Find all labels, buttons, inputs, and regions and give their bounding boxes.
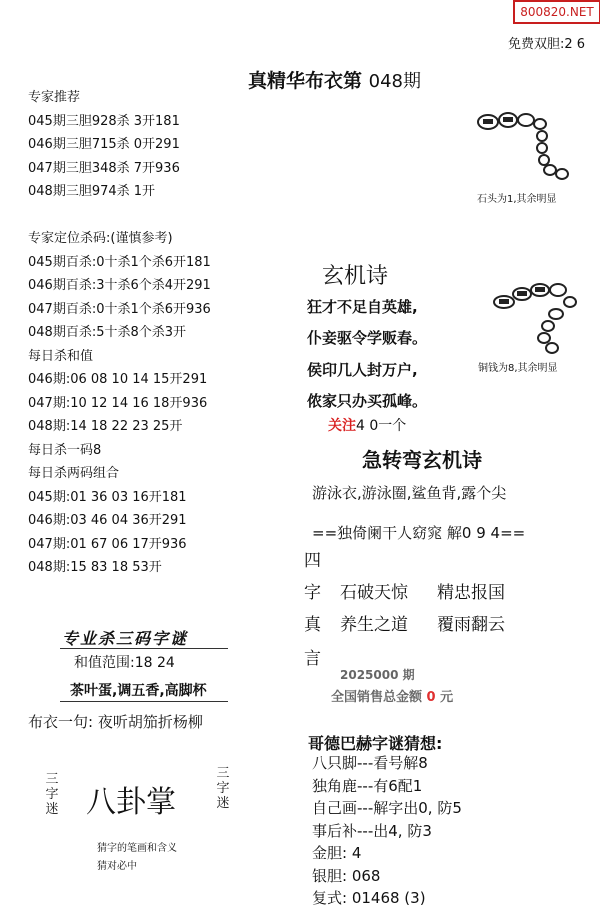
experts-row: 047期三胆348杀 7开936 xyxy=(28,160,180,176)
idiom: 石破天惊 xyxy=(340,583,408,603)
guess-row: 复式: 01468 (3) xyxy=(312,889,426,907)
position-kill-row: 048期百杀:5十杀8个杀3开 xyxy=(28,325,187,340)
experts-heading: 专家推荐 xyxy=(28,90,81,105)
daily-two-row: 045期:01 36 03 16开181 xyxy=(28,489,187,505)
idiom: 精忠报国 xyxy=(437,583,505,603)
experts-section xyxy=(28,86,180,204)
poem-line: 狂才不足自英雄, xyxy=(307,298,418,316)
stone-chain-icon xyxy=(470,100,580,190)
guess-row: 银胆: 068 xyxy=(312,866,381,885)
sales-amount: 0 xyxy=(426,690,436,705)
four-char-label: 真 xyxy=(304,615,321,635)
poem-line: 侯印几人封万户, xyxy=(307,361,418,379)
swim-line: 游泳衣,游泳圈,鲨鱼背,露个尖 xyxy=(312,484,507,502)
position-kill-heading: 专家定位杀码:(谨慎参考) xyxy=(28,231,173,246)
guess-title: 哥德巴赫字谜猜想: xyxy=(308,734,443,753)
sales-total xyxy=(331,686,453,705)
position-kill-row: 047期百杀:0十杀1个杀6开936 xyxy=(28,301,211,317)
four-char-label: 言 xyxy=(304,649,321,669)
four-char-label: 四 xyxy=(304,551,321,571)
tea-line: 茶叶蛋,调五香,高脚杯 xyxy=(70,683,207,699)
coin-chain-icon xyxy=(490,276,590,358)
daily-two-heading: 每日杀两码组合 xyxy=(28,466,120,481)
free-double-label: 免费双胆:2 6 xyxy=(508,37,586,52)
title-main: 真精华布衣第 xyxy=(248,70,363,92)
experts-row: 048期三胆974杀 1开 xyxy=(28,184,156,199)
daily-sum-heading: 每日杀和值 xyxy=(28,348,94,364)
daily-two-row: 048期:15 83 18 53开 xyxy=(28,560,162,575)
site-badge[interactable]: 800820.NET xyxy=(513,0,600,24)
poem-line: 仆妾驱令学贩春。 xyxy=(307,329,428,347)
experts-row: 045期三胆928杀 3开181 xyxy=(28,113,180,129)
bagua-text: 八卦掌 xyxy=(86,785,176,820)
sales-text: 全国销售总金额 xyxy=(331,690,423,705)
guess-list xyxy=(312,752,462,910)
guess-row: 事后补---出4, 防3 xyxy=(312,821,432,840)
poem-title: 玄机诗 xyxy=(322,264,389,289)
page-title xyxy=(248,66,421,93)
position-kill-section xyxy=(28,227,211,580)
four-char-label: 字 xyxy=(304,583,321,603)
left-vertical-label: 三字迷 xyxy=(45,772,59,817)
right-vertical-label: 三字迷 xyxy=(216,766,230,811)
urgent-title: 急转弯玄机诗 xyxy=(362,448,482,472)
follow-label xyxy=(328,415,406,435)
riddle-line: ==独倚阑干人窈窕 解0 9 4== xyxy=(312,524,526,542)
experts-row: 046期三胆715杀 0开291 xyxy=(28,137,180,152)
sales-issue: 2025000 期 xyxy=(340,668,415,682)
guess-row: 独角鹿---有6配1 xyxy=(312,776,423,795)
guess-row: 金胆: 4 xyxy=(312,844,362,862)
pro-riddle-title: 专业杀三码字谜 xyxy=(62,629,189,648)
guess-row: 八只脚---看号解8 xyxy=(312,754,428,772)
sum-range: 和值范围:18 24 xyxy=(74,655,175,671)
stone-caption: 石头为1,其余明显 xyxy=(477,194,557,205)
follow-rest: 4 0一个 xyxy=(356,418,407,434)
divider xyxy=(60,648,228,649)
cloth-line: 布衣一句: 夜听胡笳折杨柳 xyxy=(28,713,203,731)
idiom: 覆雨翻云 xyxy=(437,615,505,635)
daily-one-row: 每日杀一码8 xyxy=(28,442,102,458)
title-issue: 048期 xyxy=(368,71,421,92)
guess-row: 自己画---解字出0, 防5 xyxy=(312,799,462,817)
idiom: 养生之道 xyxy=(340,615,408,635)
daily-two-row: 046期:03 46 04 36开291 xyxy=(28,513,187,528)
follow-prefix: 关注 xyxy=(328,418,356,434)
daily-sum-row: 046期:06 08 10 14 15开291 xyxy=(28,372,208,387)
position-kill-row: 045期百杀:0十杀1个杀6开181 xyxy=(28,254,211,270)
hint-line: 猜字的笔画和含义 xyxy=(97,843,177,854)
daily-sum-row: 048期:14 18 22 23 25开 xyxy=(28,419,183,434)
coin-caption: 铜钱为8,其余明显 xyxy=(478,363,558,374)
divider xyxy=(60,701,228,702)
poem-line: 侬家只办买孤峰。 xyxy=(307,392,428,410)
sales-unit: 元 xyxy=(440,690,454,705)
position-kill-row: 046期百杀:3十杀6个杀4开291 xyxy=(28,278,211,293)
hint-line: 猜对必中 xyxy=(97,861,137,872)
daily-sum-row: 047期:10 12 14 16 18开936 xyxy=(28,395,208,411)
daily-two-row: 047期:01 67 06 17开936 xyxy=(28,536,187,552)
